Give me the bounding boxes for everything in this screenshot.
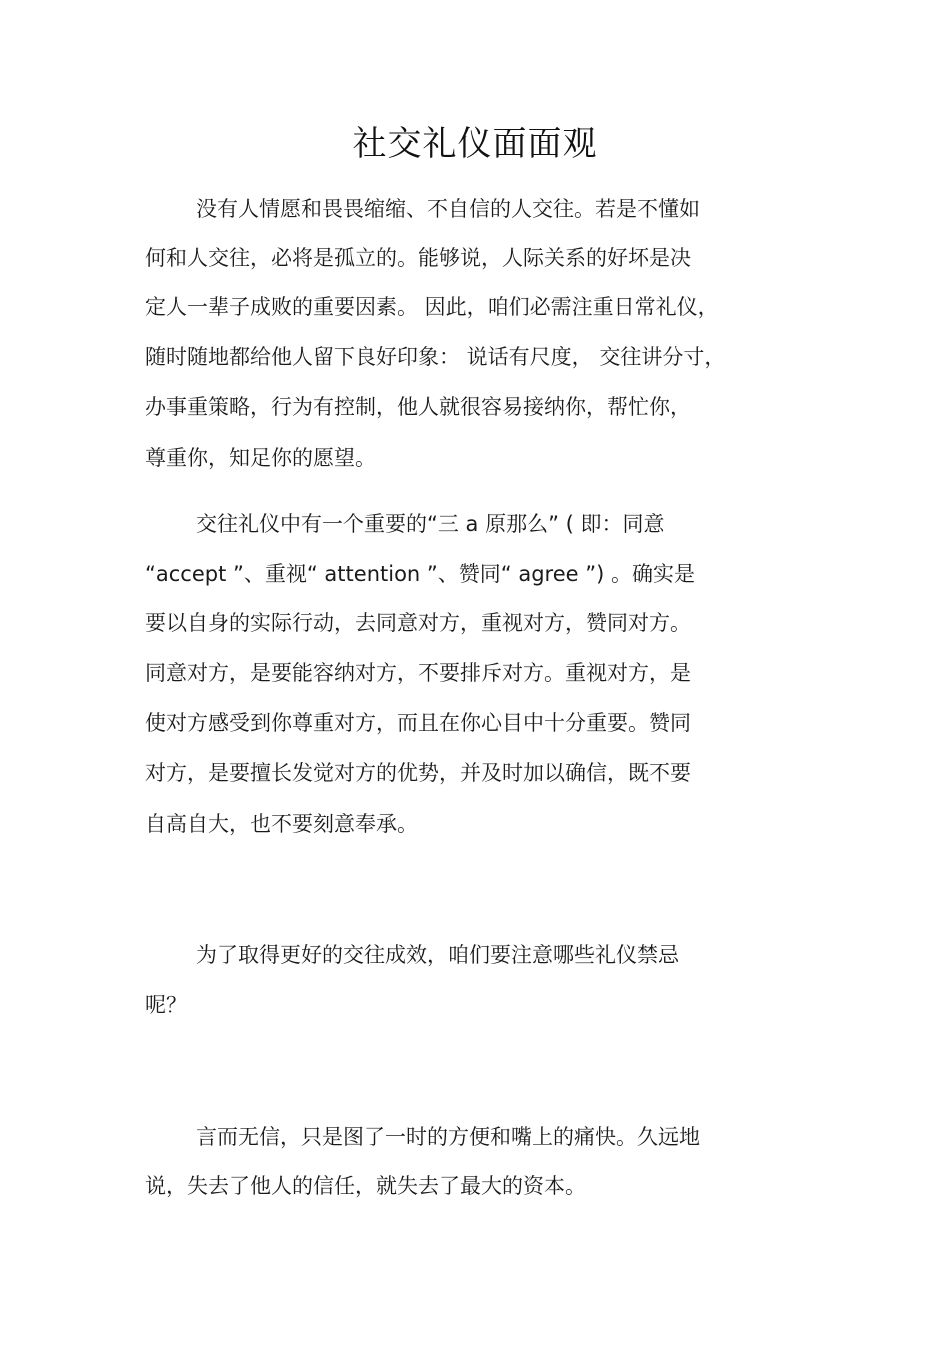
paragraph-2-line-6: 对方，是要擅长发觉对方的优势，并及时加以确信，既不要 — [145, 761, 691, 785]
paragraph-4-line-1: 言而无信，只是图了一时的方便和嘴上的痛快。久远地 — [196, 1125, 700, 1149]
paragraph-3-line-2: 呢？ — [145, 993, 187, 1017]
paragraph-1-line-1: 没有人情愿和畏畏缩缩、不自信的人交往。若是不懂如 — [196, 197, 700, 221]
paragraph-4-line-2: 说，失去了他人的信任，就失去了最大的资本。 — [145, 1174, 586, 1198]
document-title: 社交礼仪面面观 — [352, 124, 598, 164]
paragraph-1-line-6: 尊重你，知足你的愿望。 — [145, 446, 376, 470]
paragraph-2-line-2: “accept ”、重视“ attention ”、赞同“ agree ”) 。确实是 — [145, 562, 695, 586]
paragraph-2-line-1: 交往礼仪中有一个重要的“三 a 原那么” ( 即：同意 — [196, 512, 665, 536]
paragraph-1-line-3: 定人一辈子成败的重要因素。 因此，咱们必需注重日常礼仪， — [145, 295, 719, 319]
paragraph-2-line-3: 要以自身的实际行动，去同意对方，重视对方，赞同对方。 — [145, 611, 691, 635]
paragraph-2-line-4: 同意对方，是要能容纳对方，不要排斥对方。重视对方，是 — [145, 661, 691, 685]
paragraph-1-line-2: 何和人交往，必将是孤立的。能够说，人际关系的好坏是决 — [145, 246, 691, 270]
paragraph-2-line-5: 使对方感受到你尊重对方，而且在你心目中十分重要。赞同 — [145, 711, 691, 735]
paragraph-1-line-4: 随时随地都给他人留下良好印象： 说话有尺度， 交往讲分寸， — [145, 345, 726, 369]
paragraph-2-line-7: 自高自大，也不要刻意奉承。 — [145, 812, 418, 836]
paragraph-1-line-5: 办事重策略，行为有控制，他人就很容易接纳你，帮忙你， — [145, 395, 691, 419]
paragraph-3-line-1: 为了取得更好的交往成效，咱们要注意哪些礼仪禁忌 — [196, 943, 679, 967]
